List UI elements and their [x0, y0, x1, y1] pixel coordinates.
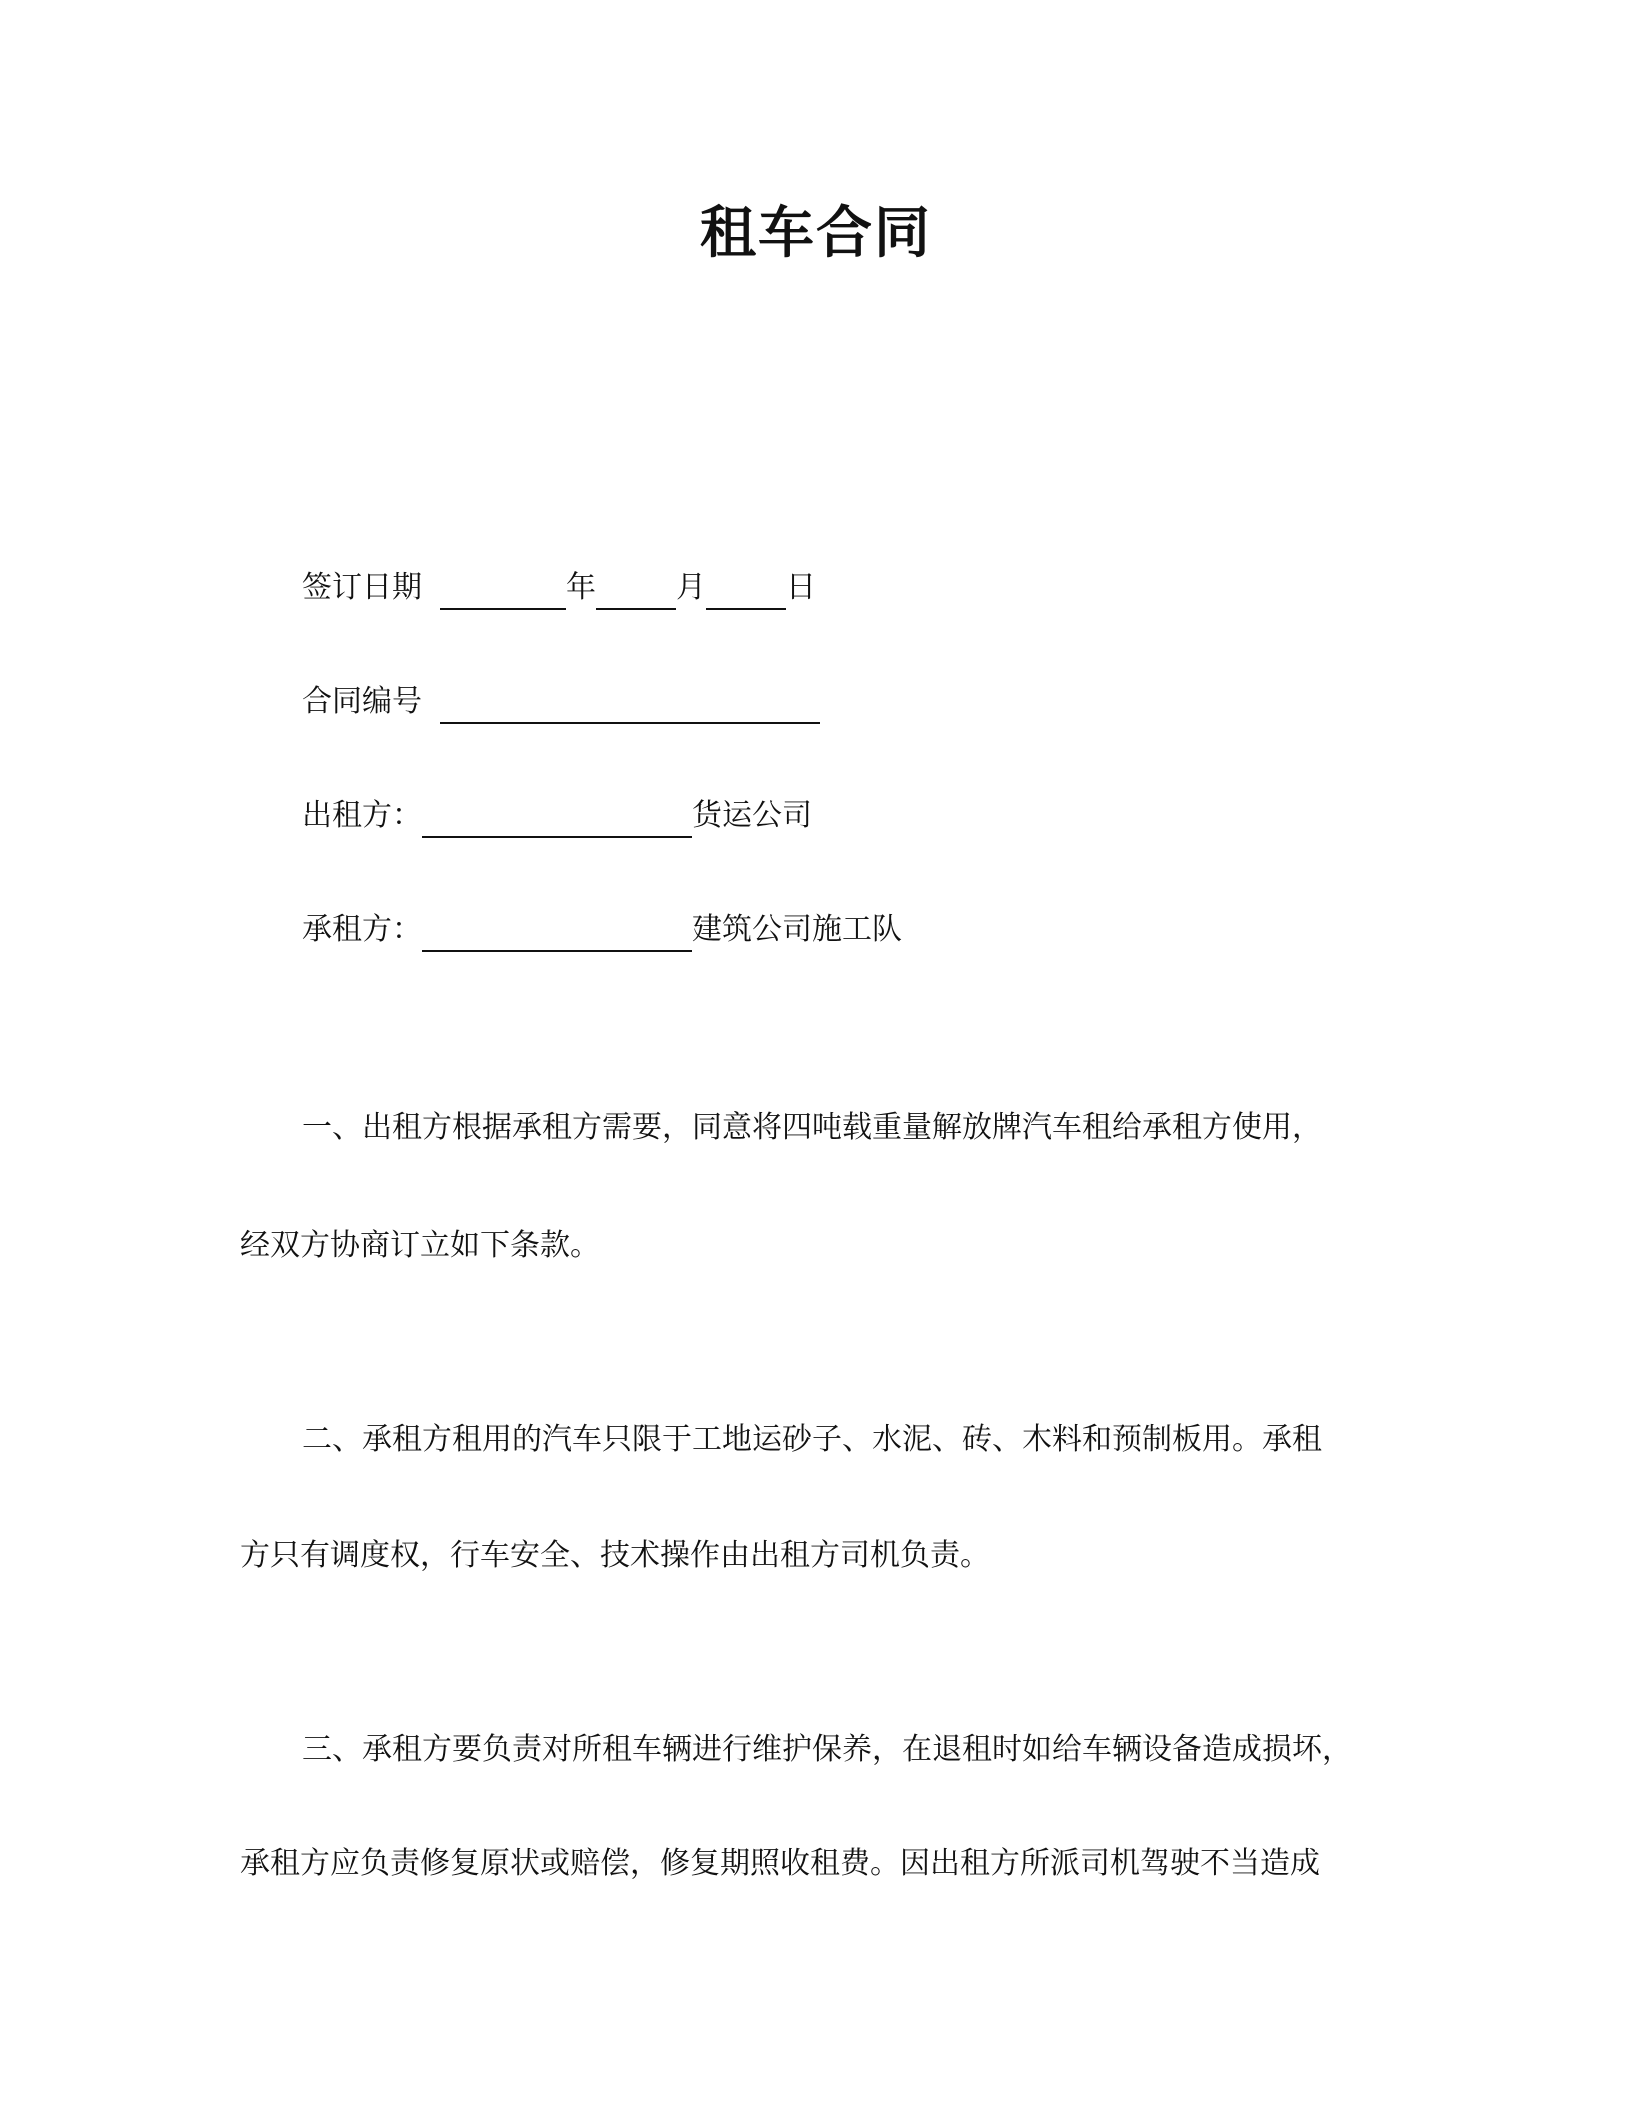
month-label: 月	[676, 570, 706, 605]
document-title: 租车合同	[700, 201, 932, 266]
clause-3-line-2: 承租方应负责修复原状或赔偿，修复期照收租费。因出租方所派司机驾驶不当造成	[240, 1846, 1320, 1881]
clause-1-line-2: 经双方协商订立如下条款。	[240, 1228, 600, 1263]
lessee-label: 承租方：	[302, 912, 422, 947]
lessor-row	[302, 794, 812, 838]
day-blank	[706, 570, 786, 610]
signing-date-label: 签订日期	[302, 570, 422, 605]
year-blank	[440, 570, 566, 610]
contract-number-label: 合同编号	[302, 684, 422, 719]
lessee-blank	[422, 912, 692, 952]
lessee-row	[302, 908, 902, 952]
clause-3-line-1: 三、承租方要负责对所租车辆进行维护保养，在退租时如给车辆设备造成损坏，	[302, 1732, 1352, 1767]
contract-number-blank	[440, 684, 820, 724]
lessee-suffix: 建筑公司施工队	[692, 912, 902, 947]
clause-2-line-2: 方只有调度权，行车安全、技术操作由出租方司机负责。	[240, 1538, 990, 1573]
signing-date-row	[302, 566, 816, 610]
lessor-label: 出租方：	[302, 798, 422, 833]
clause-1-line-1: 一、出租方根据承租方需要，同意将四吨载重量解放牌汽车租给承租方使用，	[302, 1110, 1322, 1145]
contract-number-row	[302, 680, 820, 724]
month-blank	[596, 570, 676, 610]
clause-2-line-1: 二、承租方租用的汽车只限于工地运砂子、水泥、砖、木料和预制板用。承租	[302, 1422, 1322, 1457]
lessor-blank	[422, 798, 692, 838]
day-label: 日	[786, 570, 816, 605]
year-label: 年	[566, 570, 596, 605]
lessor-suffix: 货运公司	[692, 798, 812, 833]
